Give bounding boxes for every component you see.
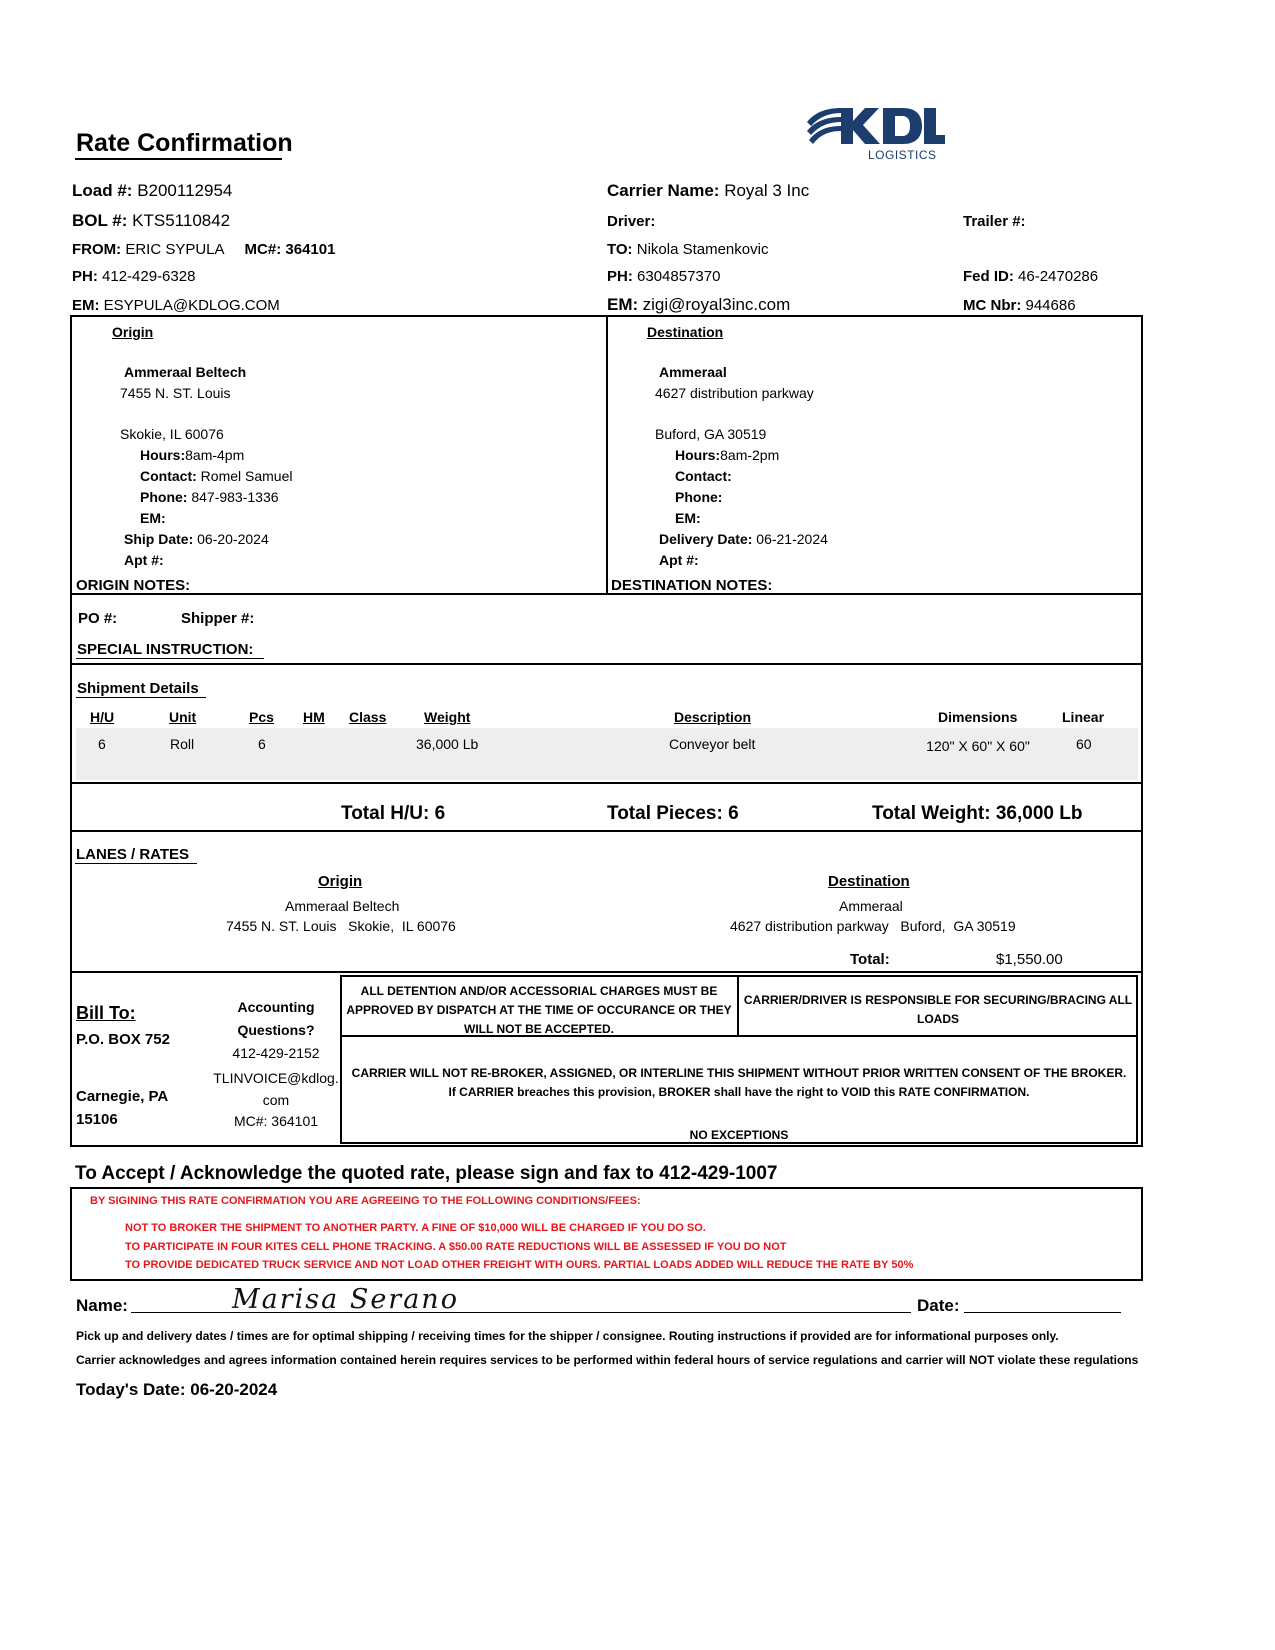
condition-item: TO PARTICIPATE IN FOUR KITES CELL PHONE TRACKING. A $50.00 RATE REDUCTIONS WILL BE ASSESSED IF YOU DO NOT xyxy=(125,1241,787,1253)
condition-item: TO PROVIDE DEDICATED TRUCK SERVICE AND NOT LOAD OTHER FREIGHT WITH OURS. PARTIAL LOADS ADDED WILL REDUCE THE RATE BY 50% xyxy=(125,1259,914,1271)
origin-contact-value: Romel Samuel xyxy=(200,468,293,484)
special-underline xyxy=(76,658,264,659)
conditions-intro: BY SIGINING THIS RATE CONFIRMATION YOU ARE AGREEING TO THE FOLLOWING CONDITIONS/FEES: xyxy=(90,1195,641,1207)
po-label: PO #: xyxy=(78,610,118,627)
destination-name: Ammeraal xyxy=(659,364,727,380)
destination-date-value: 06-21-2024 xyxy=(756,531,828,547)
em-value: ESYPULA@KDLOG.COM xyxy=(103,297,280,314)
col-hm: HM xyxy=(303,709,325,725)
destination-address: 4627 distribution parkway xyxy=(655,385,814,401)
row-pcs: 6 xyxy=(258,736,266,752)
col-dimensions: Dimensions xyxy=(938,709,1018,725)
special-instruction-label: SPECIAL INSTRUCTION: xyxy=(77,641,254,658)
broker-phone xyxy=(72,268,195,285)
row-linear: 60 xyxy=(1076,736,1092,752)
load-label: Load #: xyxy=(72,181,133,200)
fed-value: 46-2470286 xyxy=(1018,268,1099,285)
row-dimensions: 120" X 60" X 60" xyxy=(926,738,1030,754)
carrier-email xyxy=(607,295,790,315)
cem-label: EM: xyxy=(607,295,639,314)
from-label: FROM: xyxy=(72,241,122,258)
lanes-underline xyxy=(75,863,197,864)
destination-notes-label: DESTINATION NOTES: xyxy=(611,577,773,594)
destination-city: Buford, GA 30519 xyxy=(655,426,767,442)
lanes-heading: LANES / RATES xyxy=(76,846,190,863)
ph-value: 412-429-6328 xyxy=(102,268,196,285)
stops-divider xyxy=(606,315,608,595)
carrier-name xyxy=(607,181,809,201)
destination-apt-label: Apt #: xyxy=(659,552,699,568)
mc-label: MC#: xyxy=(244,241,282,258)
date-label: Date: xyxy=(917,1296,960,1315)
cph-label: PH: xyxy=(607,268,633,285)
origin-em-label: EM: xyxy=(140,510,166,526)
col-pcs: Pcs xyxy=(249,709,274,725)
destination-hours xyxy=(675,447,779,463)
driver-label: Driver: xyxy=(607,213,656,230)
accounting-mc: MC#: 364101 xyxy=(233,1113,319,1129)
lanes-box xyxy=(70,830,1143,973)
total-pieces: Total Pieces: 6 xyxy=(607,803,739,824)
signature: Marisa Serano xyxy=(232,1284,459,1315)
logo-subtitle: LOGISTICS xyxy=(868,148,937,162)
origin-apt-label: Apt #: xyxy=(124,552,164,568)
no-exceptions: NO EXCEPTIONS xyxy=(689,1128,789,1142)
lanes-destination-heading: Destination xyxy=(828,873,910,890)
col-class: Class xyxy=(349,709,387,725)
securing-terms: CARRIER/DRIVER IS RESPONSIBLE FOR SECURING/BRACING ALL LOADS xyxy=(743,993,1133,1026)
origin-hours xyxy=(140,447,244,463)
condition-item: NOT TO BROKER THE SHIPMENT TO ANOTHER PARTY. A FINE OF $10,000 WILL BE CHARGED IF YOU DO SO. xyxy=(125,1222,706,1234)
load-value: B200112954 xyxy=(137,181,233,200)
origin-hours-label: Hours: xyxy=(140,447,186,463)
accept-heading: To Accept / Acknowledge the quoted rate, please sign and fax to 412-429-1007 xyxy=(75,1163,778,1184)
total-weight: Total Weight: 36,000 Lb xyxy=(872,803,1083,824)
col-unit: Unit xyxy=(169,709,197,725)
bol-label: BOL #: xyxy=(72,211,128,230)
kdl-logo xyxy=(805,104,945,166)
col-description: Description xyxy=(674,709,752,725)
origin-ship-date xyxy=(124,531,269,547)
shipment-heading: Shipment Details xyxy=(77,680,199,697)
row-description: Conveyor belt xyxy=(669,736,756,752)
total-hu: Total H/U: 6 xyxy=(341,803,446,824)
shipment-heading-underline xyxy=(76,697,206,698)
em-label: EM: xyxy=(72,297,100,314)
table-row xyxy=(76,728,1138,780)
mcnbr-label: MC Nbr: xyxy=(963,297,1022,314)
carrier-label: Carrier Name: xyxy=(607,181,720,200)
bol-value: KTS5110842 xyxy=(132,211,231,230)
lanes-origin-name: Ammeraal Beltech xyxy=(285,898,400,914)
to-value: Nikola Stamenkovic xyxy=(636,241,769,258)
ph-label: PH: xyxy=(72,268,98,285)
bill-city: Carnegie, PA 15106 xyxy=(76,1088,168,1128)
title-underline xyxy=(75,158,282,160)
name-label: Name: xyxy=(76,1296,128,1315)
terms-divider-vertical xyxy=(737,975,739,1037)
col-hu: H/U xyxy=(90,709,115,725)
mc-value: 364101 xyxy=(285,241,336,258)
lanes-total-value: $1,550.00 xyxy=(996,951,1063,968)
bol-number xyxy=(72,211,230,231)
cph-value: 6304857370 xyxy=(637,268,721,285)
date-signature-line xyxy=(964,1312,1121,1313)
origin-phone-label: Phone: xyxy=(140,489,188,505)
rebroker-terms: CARRIER WILL NOT RE-BROKER, ASSIGNED, OR INTERLINE THIS SHIPMENT WITHOUT PRIOR WRITTEN CONSENT OF THE BROKER. If CARRIER breaches this provision, BROKER shall have the right to VOID this RATE CONFIRMATION. xyxy=(351,1066,1127,1099)
to-label: TO: xyxy=(607,241,633,258)
lanes-destination-name: Ammeraal xyxy=(839,898,903,914)
origin-contact-label: Contact: xyxy=(140,468,197,484)
accounting-questions: Accounting Questions? xyxy=(237,999,315,1038)
origin-contact xyxy=(140,468,293,484)
destination-em-label: EM: xyxy=(675,510,701,526)
accounting-phone: 412-429-2152 xyxy=(232,1045,320,1061)
destination-hours-label: Hours: xyxy=(675,447,721,463)
destination-delivery-date xyxy=(659,531,828,547)
bill-po-box: P.O. BOX 752 xyxy=(76,1031,170,1048)
origin-heading: Origin xyxy=(112,324,154,340)
page-title: Rate Confirmation xyxy=(76,129,293,157)
row-hu: 6 xyxy=(98,736,106,752)
destination-phone-label: Phone: xyxy=(675,489,723,505)
lanes-origin-heading: Origin xyxy=(318,873,363,890)
fed-id xyxy=(963,268,1098,285)
origin-date-value: 06-20-2024 xyxy=(197,531,269,547)
from-line xyxy=(72,241,335,258)
origin-notes-label: ORIGIN NOTES: xyxy=(76,577,191,594)
origin-name: Ammeraal Beltech xyxy=(124,364,247,380)
cem-value: zigi@royal3inc.com xyxy=(642,295,791,314)
footer-line-1: Pick up and delivery dates / times are for optimal shipping / receiving times for the shipper / consignee. Routing instructions if provided are for informational purposes only. xyxy=(76,1329,1059,1343)
carrier-value: Royal 3 Inc xyxy=(724,181,810,200)
row-weight: 36,000 Lb xyxy=(416,736,479,752)
footer-line-2: Carrier acknowledges and agrees information contained herein requires services to be performed within federal hours of service regulations and carrier will NOT violate these regulations xyxy=(76,1353,1139,1367)
to-line xyxy=(607,241,768,258)
origin-date-label: Ship Date: xyxy=(124,531,194,547)
destination-contact-label: Contact: xyxy=(675,468,732,484)
carrier-phone xyxy=(607,268,720,285)
trailer-label: Trailer #: xyxy=(963,213,1026,230)
mcnbr-value: 944686 xyxy=(1025,297,1076,314)
col-linear: Linear xyxy=(1062,709,1105,725)
origin-phone-value: 847-983-1336 xyxy=(191,489,279,505)
lanes-destination-address: 4627 distribution parkway Buford, GA 30519 xyxy=(730,918,1016,934)
fed-label: Fed ID: xyxy=(963,268,1014,285)
lanes-total-label: Total: xyxy=(850,951,890,968)
shipper-label: Shipper #: xyxy=(181,610,255,627)
lanes-origin-address: 7455 N. ST. Louis Skokie, IL 60076 xyxy=(226,918,456,934)
destination-hours-value: 8am-2pm xyxy=(720,447,780,463)
destination-heading: Destination xyxy=(647,324,724,340)
accounting-email: TLINVOICE@kdlog.com xyxy=(213,1070,339,1108)
origin-city: Skokie, IL 60076 xyxy=(120,426,224,442)
origin-phone xyxy=(140,489,279,505)
row-unit: Roll xyxy=(170,736,195,752)
broker-email xyxy=(72,297,280,314)
detention-terms: ALL DETENTION AND/OR ACCESSORIAL CHARGES MUST BE APPROVED BY DISPATCH AT THE TIME OF OCCURANCE OR THEY WILL NOT BE ACCEPTED. xyxy=(346,984,732,1036)
mc-nbr xyxy=(963,297,1076,314)
todays-date: Today's Date: 06-20-2024 xyxy=(76,1380,278,1399)
destination-date-label: Delivery Date: xyxy=(659,531,753,547)
from-value: ERIC SYPULA xyxy=(125,241,224,258)
col-weight: Weight xyxy=(424,709,471,725)
origin-address: 7455 N. ST. Louis xyxy=(120,385,231,401)
bill-to-label: Bill To: xyxy=(76,1003,136,1023)
origin-hours-value: 8am-4pm xyxy=(185,447,245,463)
load-number xyxy=(72,181,232,201)
